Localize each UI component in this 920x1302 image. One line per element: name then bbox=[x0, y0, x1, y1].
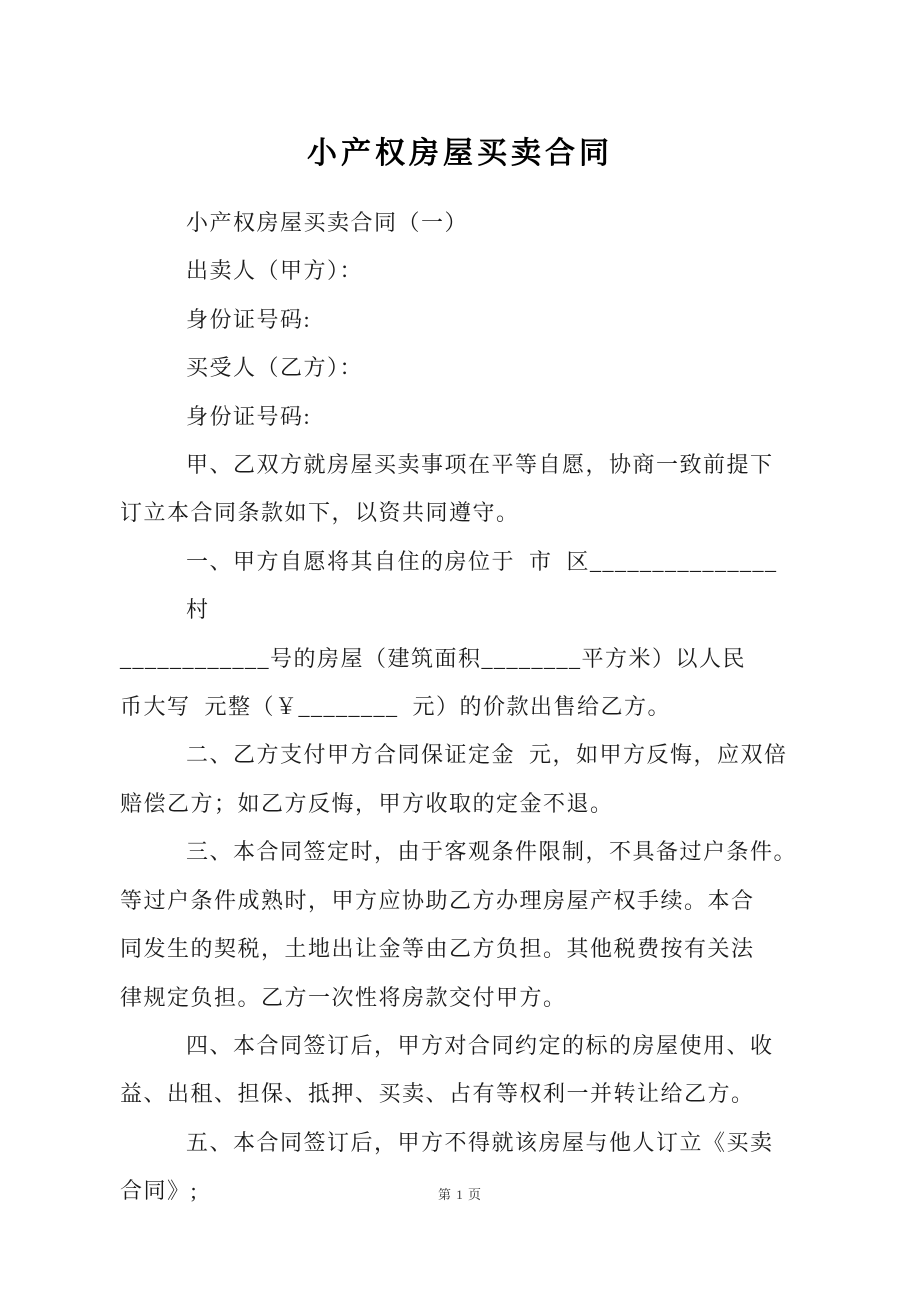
document-line: 二、乙方支付甲方合同保证定金 元，如甲方反悔，应双倍 bbox=[186, 742, 788, 768]
document-title: 小产权房屋买卖合同 bbox=[307, 137, 613, 170]
document-line: 身份证号码: bbox=[186, 306, 312, 332]
document-line: 同发生的契税，土地出让金等由乙方负担。其他税费按有关法 bbox=[120, 936, 755, 962]
document-line: 益、出租、担保、抵押、买卖、占有等权利一并转让给乙方。 bbox=[120, 1081, 755, 1107]
page-number-label: 第 1 页 bbox=[437, 1187, 482, 1202]
document-line: 出卖人（甲方）： bbox=[186, 258, 364, 284]
document-line: 甲、乙双方就房屋买卖事项在平等自愿，协商一致前提下 bbox=[186, 452, 774, 478]
document-line: 身份证号码: bbox=[186, 403, 312, 429]
document-line: 五、本合同签订后，甲方不得就该房屋与他人订立《买卖 bbox=[186, 1129, 774, 1155]
document-line: 小产权房屋买卖合同（一） bbox=[186, 210, 469, 235]
document-line: 三、本合同签定时，由于客观条件限制，不具备过户条件。 bbox=[186, 839, 798, 865]
document-line: 买受人（乙方）： bbox=[186, 355, 364, 381]
document-line: 订立本合同条款如下，以资共同遵守。 bbox=[120, 500, 520, 526]
document-body bbox=[120, 199, 800, 1216]
document-line: 四、本合同签订后，甲方对合同约定的标的房屋使用、收 bbox=[186, 1032, 774, 1058]
document-line: 合同》; bbox=[120, 1178, 199, 1204]
document-line: 等过户条件成熟时，甲方应协助乙方办理房屋产权手续。本合 bbox=[120, 887, 755, 913]
document-line: 律规定负担。乙方一次性将房款交付甲方。 bbox=[120, 984, 567, 1010]
page-footer bbox=[0, 1186, 920, 1204]
document-line: ____________号的房屋（建筑面积________平方米）以人民 bbox=[120, 645, 747, 671]
document-line: 赔偿乙方；如乙方反悔，甲方收取的定金不退。 bbox=[120, 790, 614, 816]
document-line: 币大写 元整（￥________ 元）的价款出售给乙方。 bbox=[120, 694, 672, 720]
document-line: 一、甲方自愿将其自住的房位于 市 区_______________村 bbox=[186, 548, 778, 623]
